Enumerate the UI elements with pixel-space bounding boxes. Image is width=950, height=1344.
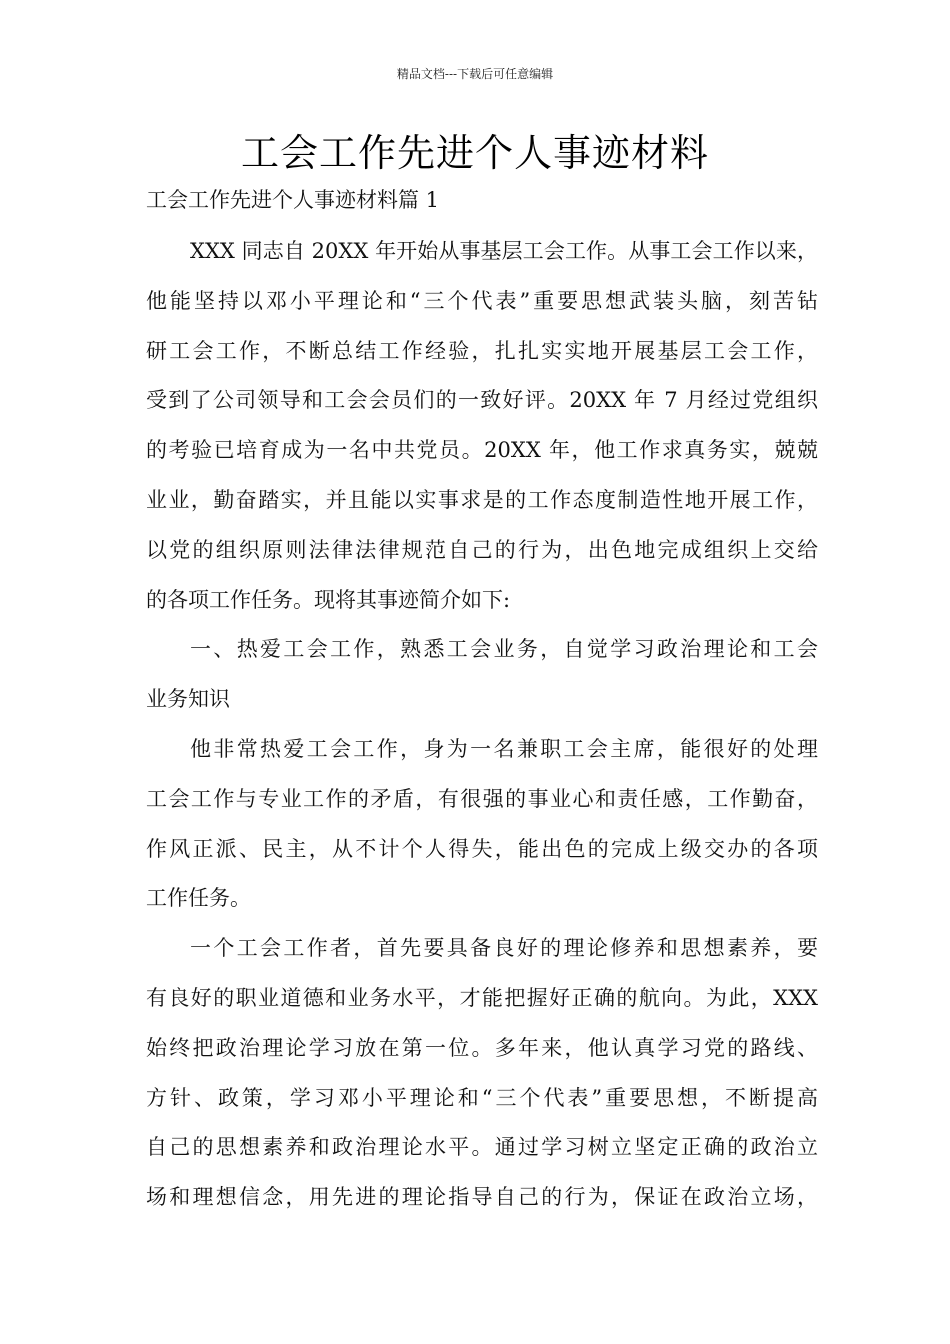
section-heading: 工会工作先进个人事迹材料篇 1 — [146, 188, 440, 212]
paragraph-line: 场和理想信念，用先进的理论指导自己的行为，保证在政治立场， — [146, 1185, 818, 1210]
paragraph-line: 以党的组织原则法律法律规范自己的行为，出色地完成组织上交给 — [146, 537, 818, 562]
paragraph-line: 业业，勤奋踏实，并且能以实事求是的工作态度制造性地开展工作， — [146, 487, 818, 512]
paragraph-line: 研工会工作，不断总结工作经验，扎扎实实地开展基层工会工作， — [146, 338, 818, 363]
paragraph-line: 的各项工作任务。现将其事迹简介如下: — [146, 587, 511, 612]
paragraph-line: 有良好的职业道德和业务水平，才能把握好正确的航向。为此，XXX — [146, 985, 818, 1010]
paragraph-line: 工作任务。 — [146, 886, 251, 911]
paragraph-line: 业务知识 — [146, 687, 230, 712]
paragraph-line: 受到了公司领导和工会会员们的一致好评。20XX 年 7 月经过党组织 — [146, 388, 818, 413]
paragraph-line: 一个工会工作者，首先要具备良好的理论修养和思想素养，要 — [190, 936, 818, 961]
paragraph-line: 方针、政策，学习邓小平理论和“三个代表”重要思想，不断提高 — [146, 1085, 818, 1110]
paragraph-line: 的考验已培育成为一名中共党员。20XX 年，他工作求真务实，兢兢 — [146, 438, 818, 463]
paragraph-line: 作风正派、民主，从不计个人得失，能出色的完成上级交办的各项 — [146, 836, 818, 861]
paragraph-line: 一、热爱工会工作，熟悉工会业务，自觉学习政治理论和工会 — [190, 637, 818, 662]
paragraph-line: 他非常热爱工会工作，身为一名兼职工会主席，能很好的处理 — [190, 736, 818, 761]
paragraph-line: 工会工作与专业工作的矛盾，有很强的事业心和责任感，工作勤奋， — [146, 786, 818, 811]
paragraph-line: 自己的思想素养和政治理论水平。通过学习树立坚定正确的政治立 — [146, 1135, 818, 1160]
paragraph-line: 始终把政治理论学习放在第一位。多年来，他认真学习党的路线、 — [146, 1035, 818, 1060]
document-title: 工会工作先进个人事迹材料 — [240, 131, 709, 175]
page-header: 精品文档---下载后可任意编辑 — [396, 67, 554, 81]
paragraph-line: XXX 同志自 20XX 年开始从事基层工会工作。从事工会工作以来， — [190, 239, 818, 263]
document-body — [146, 237, 818, 1233]
paragraph-line: 他能坚持以邓小平理论和“三个代表”重要思想武装头脑，刻苦钻 — [146, 288, 818, 313]
